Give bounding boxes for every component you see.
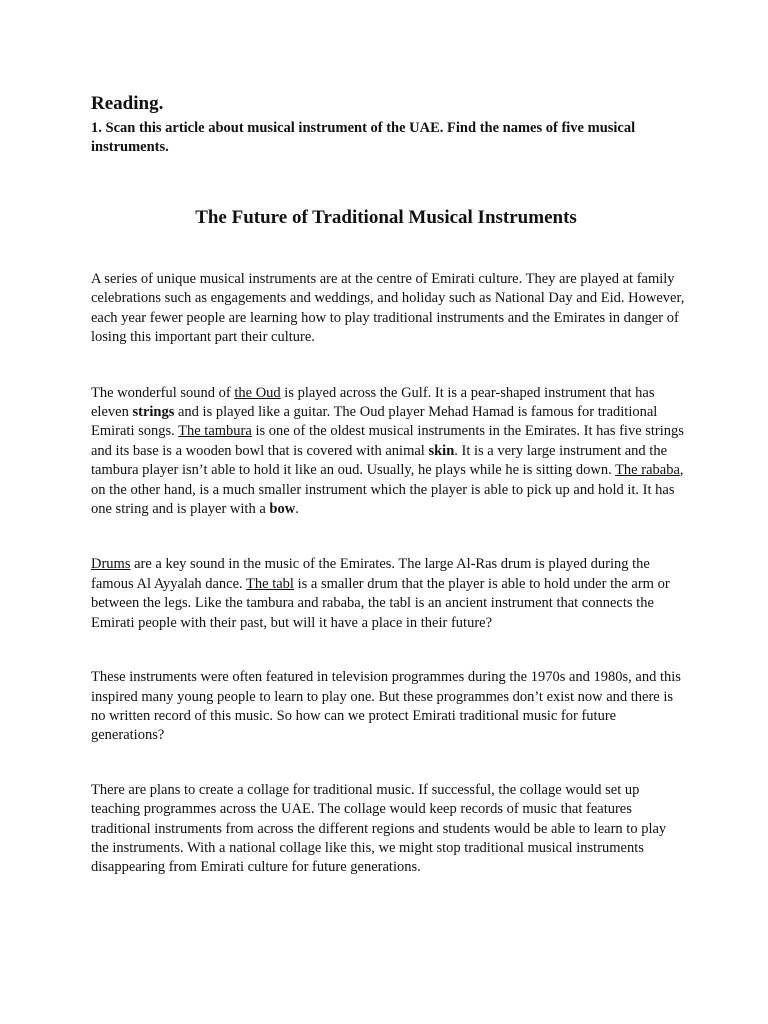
text-run: The wonderful sound of: [91, 384, 235, 401]
instrument-name-tambura: The tambura: [178, 423, 252, 440]
text-run: are a key sound in the music of the Emirates. The large Al-Ras drum is played during the famous Al Ayyalah dance.: [91, 556, 650, 592]
paragraph-drums: [91, 555, 687, 633]
task-instruction: 1. Scan this article about musical instrument of the UAE. Find the names of five musical instruments.: [91, 120, 636, 155]
text-run: . It is a very large instrument and the tambura player isn’t able to hold it like an oud. Usually, he plays while he is sitting down.: [91, 442, 668, 479]
text-run: and is played like a guitar. The Oud player Mehad Hamad is famous for traditional Emirati songs.: [91, 404, 658, 440]
text-run: .: [295, 501, 299, 518]
text-run: is a smaller drum that the player is able to hold under the arm or between the legs. Like the tambura and rababa, the tabl is an ancient instrument that connects the Emirati people with their past, but will it have a place in their future?: [91, 575, 670, 631]
instrument-name-rababa: The rababa: [615, 462, 680, 479]
section-heading: Reading.: [91, 93, 164, 114]
instrument-name-oud: the Oud: [234, 384, 281, 401]
paragraph-intro: A series of unique musical instruments are at the centre of Emirati culture. They are played at family celebrations such as engagements and weddings, and holiday such as National Day and Eid. However, each year fewer people are learning how to play traditional instruments and the Emirates in danger of losing this important part their culture.: [91, 271, 685, 346]
instrument-name-tabl: The tabl: [246, 575, 294, 592]
article-title: The Future of Traditional Musical Instruments: [195, 207, 577, 228]
text-run: is one of the oldest musical instruments in the Emirates. It has five strings and its base is a wooden bowl that is covered with animal: [91, 423, 684, 459]
text-run: is played across the Gulf. It is a pear-shaped instrument that has eleven: [91, 384, 655, 421]
keyword-bow: bow: [269, 501, 296, 518]
text-run: , on the other hand, is a much smaller instrument which the player is able to pick up and hold it. It has one string and is player with a: [91, 462, 684, 518]
paragraph-string-instruments: [91, 384, 687, 520]
paragraph-collage-plans: There are plans to create a collage for traditional music. If successful, the collage would set up teaching programmes across the UAE. The collage would keep records of music that features traditional instruments from across the different regions and students would be able to learn to play the instruments. With a national collage like this, we might stop traditional musical instruments disappearing from Emirati culture for future generations.: [91, 781, 667, 876]
instrument-name-drums: Drums: [91, 556, 131, 573]
keyword-skin: skin: [428, 442, 455, 459]
keyword-strings: strings: [132, 404, 175, 421]
paragraph-television: These instruments were often featured in television programmes during the 1970s and 1980s, and this inspired many young people to learn to play one. But these programmes don’t exist now and there is no written record of this music. So how can we protect Emirati traditional music for future generations?: [91, 669, 681, 744]
